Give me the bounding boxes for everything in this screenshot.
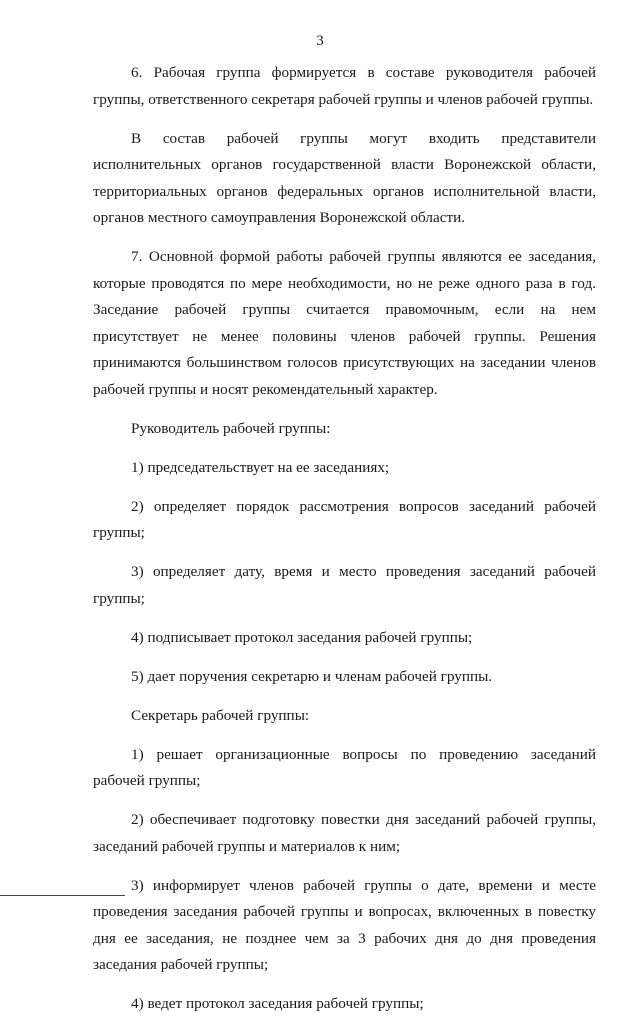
page-number: 3	[316, 33, 324, 49]
paragraph-head-duty-5: 5) дает поручения секретарю и членам рабочей группы.	[131, 667, 493, 685]
paragraph-head-duty-1: 1) председательствует на ее заседаниях;	[131, 458, 390, 476]
document-body	[93, 60, 596, 1030]
paragraph-secretary-duty-2: 2) обеспечивает подготовку повестки дня заседаний рабочей группы, заседаний рабочей группы и материалов к ним;	[93, 811, 596, 855]
paragraph-secretary-duty-1: 1) решает организационные вопросы по проведению заседаний рабочей группы;	[93, 745, 596, 789]
paragraph-6-formation: 6. Рабочая группа формируется в составе руководителя рабочей группы, ответственного секретаря рабочей группы и членов рабочей группы.	[93, 64, 596, 108]
paragraph-head-duties-title: Руководитель рабочей группы:	[131, 419, 331, 437]
paragraph-composition: В состав рабочей группы могут входить представители исполнительных органов государственной власти Воронежской области, территориальных органов федеральных органов исполнительной власти, органов местного самоуправления Воронежской области.	[93, 129, 596, 226]
footer-divider	[0, 895, 125, 896]
paragraph-7-meetings: 7. Основной формой работы рабочей группы являются ее заседания, которые проводятся по мере необходимости, но не реже одного раза в год. Заседание рабочей группы считается правомочным, если на нем присутствует не менее половины членов рабочей группы. Решения принимаются большинством голосов присутствующих на заседании членов рабочей группы и носят рекомендательный характер.	[93, 248, 596, 398]
paragraph-head-duty-3: 3) определяет дату, время и место проведения заседаний рабочей группы;	[93, 563, 596, 607]
paragraph-secretary-duty-3: 3) информирует членов рабочей группы о дате, времени и месте проведения заседания рабочей группы и вопросах, включенных в повестку дня ее заседания, не позднее чем за 3 рабочих дня до дня проведения заседания рабочей группы;	[93, 876, 596, 973]
paragraph-head-duty-4: 4) подписывает протокол заседания рабочей группы;	[131, 628, 473, 646]
paragraph-secretary-duties-title: Секретарь рабочей группы:	[131, 706, 310, 724]
paragraph-head-duty-2: 2) определяет порядок рассмотрения вопросов заседаний рабочей группы;	[93, 497, 596, 541]
paragraph-secretary-duty-4: 4) ведет протокол заседания рабочей группы;	[131, 995, 424, 1012]
